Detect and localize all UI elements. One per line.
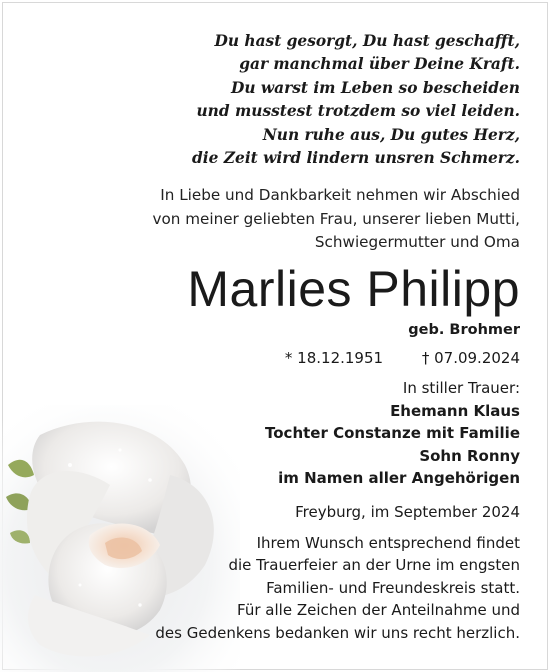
intro-line: Schwiegermutter und Oma	[314, 233, 520, 252]
poem-line: Nun ruhe aus, Du gutes Herz,	[262, 125, 520, 144]
intro-line: von meiner geliebten Frau, unserer lieben Mutti,	[152, 209, 520, 228]
farewell-intro	[50, 184, 520, 254]
closing-text	[50, 532, 520, 645]
poem-line: die Zeit wird lindern unsren Schmerz.	[192, 149, 520, 168]
closing-line: des Gedenkens bedanken wir uns recht herzlich.	[155, 623, 520, 642]
memorial-poem	[50, 30, 520, 170]
mourning-lead: In stiller Trauer:	[402, 379, 520, 398]
birth-date: * 18.12.1951	[284, 349, 384, 368]
mourner-name: im Namen aller Angehörigen	[278, 469, 520, 488]
poem-line: gar manchmal über Deine Kraft.	[239, 55, 520, 74]
poem-line: Du warst im Leben so bescheiden	[230, 78, 520, 97]
place-date: Freyburg, im September 2024	[295, 502, 520, 521]
closing-line: die Trauerfeier an der Urne im engsten	[228, 556, 520, 575]
poem-line: und musstest trotzdem so viel leiden.	[196, 102, 520, 121]
closing-line: Für alle Zeichen der Anteilnahme und	[237, 601, 520, 620]
deceased-name: Marlies Philipp	[187, 261, 520, 318]
mourner-name: Ehemann Klaus	[390, 401, 520, 420]
mourner-name: Sohn Ronny	[419, 446, 520, 465]
closing-line: Familien- und Freundeskreis statt.	[266, 578, 520, 597]
mourner-name: Tochter Constanze mit Familie	[265, 424, 520, 443]
intro-line: In Liebe und Dankbarkeit nehmen wir Abschied	[160, 186, 520, 205]
poem-line: Du hast gesorgt, Du hast geschafft,	[214, 32, 520, 50]
death-date: † 07.09.2024	[421, 349, 520, 368]
maiden-name: geb. Brohmer	[408, 322, 520, 339]
notice-text	[50, 30, 520, 644]
mourners-list	[50, 377, 520, 490]
life-dates	[50, 347, 520, 369]
closing-line: Ihrem Wunsch entsprechend findet	[256, 533, 520, 552]
